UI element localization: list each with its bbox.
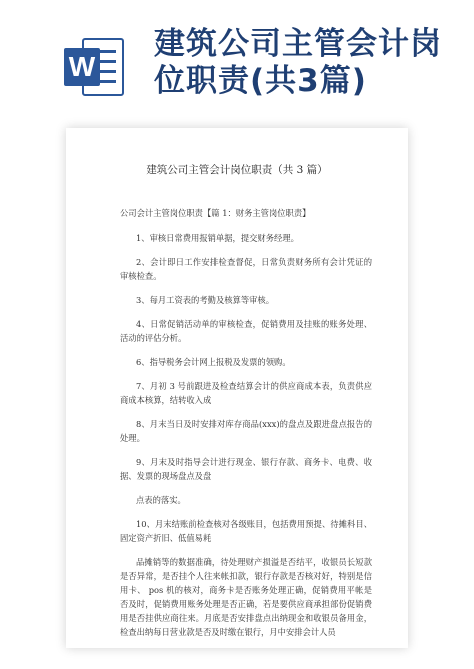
document-title: 建筑公司主管会计岗位职责（共 3 篇） [146,164,328,176]
paragraph: 点表的落实。 [136,495,186,505]
banner-title: 建筑公司主管会计岗位职责(共3篇) [154,26,442,99]
paragraph: 7、月初 3 号前跟进及检查结算会计的供应商成本表，负责供应商成本核算，结转收入成 [120,381,372,405]
section-heading: 公司会计主管岗位职责【篇 1：财务主管岗位职责】 [120,208,311,218]
word-badge: W [64,48,100,86]
word-page-line [98,60,116,63]
document-page [66,128,408,648]
paragraph: 品摊销等的数据准确，待处理财产损溢是否结平，收银员长短款是否异常，是否挂个人往来帐扣款，银行存款是否核对好，特别是信用卡、 pos 机的核对，商务卡是否账务处理正确，促销费用平帐是否及时，促销费用账务处理是否正确，若是要供应商承担部份促销费用是否挂供应商往来。月底是否安排盘点出纳现金和收银员备用金，检查出纳每日营业款是否及时缴在银行，月中安排会计人员 [120,557,372,637]
paragraph: 3、每月工资表的考勤及核算等审核。 [136,295,275,305]
paragraph: 8、月末当日及时安排对库存商品(xxx)的盘点及跟进盘点报告的处理。 [120,419,372,443]
document-body [120,206,372,649]
paragraph: 4、日常促销活动单的审核检查，促销费用及挂账的账务处理、活动的评估分析。 [120,319,372,343]
word-page-line [98,50,116,53]
banner [0,0,474,120]
paragraph: 1、审核日常费用报销单据，提交财务经理。 [136,233,299,243]
paragraph: 2、会计即日工作安排检查督促，日常负责财务所有会计凭证的审核检查。 [120,257,372,281]
paragraph: 6、指导税务会计网上报税及发票的领购。 [136,357,291,367]
word-page-line [98,70,116,73]
paragraph: 10、月末结账前检查核对各级账目，包括费用预提、待摊科目、固定资产折旧、低值易耗 [120,519,372,543]
paragraph: 9、月末及时指导会计进行现金、银行存款、商务卡、电费、收据、发票的现场盘点及盘 [120,457,372,481]
word-document-icon [64,36,126,100]
word-page-line [98,80,116,83]
